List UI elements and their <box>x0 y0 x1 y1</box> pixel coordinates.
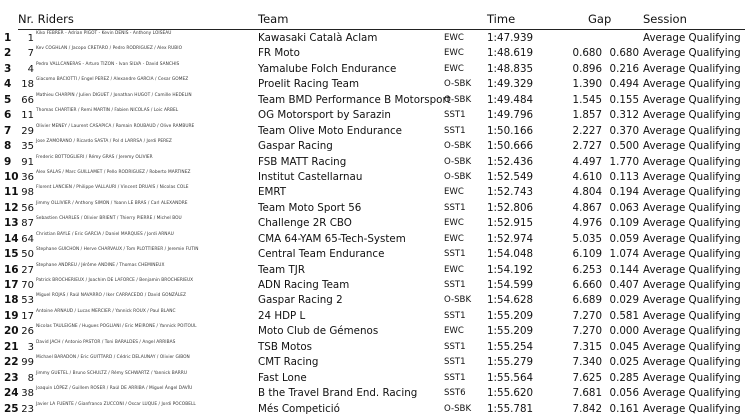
cell-riders: Jimmy GUETEL / Bruno SCHULTZ / Rémy SCHWARTZ / Yannick BARRU <box>36 370 188 376</box>
table-row <box>0 402 745 417</box>
cell-lap-time: 1:54.599 <box>487 279 534 291</box>
table-row <box>0 216 745 231</box>
cell-gap-first: 6.660 <box>572 279 602 291</box>
cell-class: EWC <box>444 264 464 275</box>
cell-team-name: B the Travel Brand End. Racing <box>258 387 418 400</box>
cell-bike-number: 56 <box>21 202 34 214</box>
cell-bike-number: 17 <box>21 310 34 322</box>
cell-gap-first: 6.253 <box>572 263 602 276</box>
cell-gap-first: 7.270 <box>572 325 602 338</box>
cell-position: 21 <box>4 340 19 353</box>
cell-team-name: Gaspar Racing 2 <box>258 294 343 307</box>
cell-gap-previous: 0.581 <box>609 309 639 322</box>
table-row <box>0 324 745 339</box>
table-row <box>0 124 745 139</box>
cell-lap-time: 1:54.628 <box>487 294 534 307</box>
cell-bike-number: 35 <box>21 141 34 153</box>
cell-gap-previous: 0.056 <box>609 387 639 400</box>
cell-lap-time: 1:54.192 <box>487 263 534 276</box>
cell-session: Average Qualifying <box>643 309 741 322</box>
cell-session: Average Qualifying <box>643 47 741 60</box>
cell-team-name: EMRT <box>258 186 287 199</box>
cell-class: O-SBK <box>444 295 472 306</box>
cell-session: Average Qualifying <box>643 371 741 384</box>
cell-gap-previous: 0.109 <box>609 217 639 230</box>
cell-session: Average Qualifying <box>643 279 741 291</box>
cell-riders: Florent LANCIEN / Philippe VALLAURI / Vincent DRUAIS / Nicolas COLE <box>36 185 189 191</box>
cell-lap-time: 1:49.329 <box>487 78 534 91</box>
cell-session: Average Qualifying <box>643 402 741 415</box>
cell-lap-time: 1:52.549 <box>487 170 534 183</box>
cell-team-name: Team BMD Performance B Motorsport <box>258 93 451 106</box>
cell-gap-previous: 0.370 <box>609 124 639 137</box>
cell-bike-number: 11 <box>21 110 34 122</box>
cell-gap-first: 4.497 <box>572 155 602 168</box>
cell-team-name: CMA 64-YAM 65-Tech-System <box>258 232 406 245</box>
cell-lap-time: 1:52.974 <box>487 232 534 245</box>
cell-gap-previous: 0.216 <box>609 62 639 75</box>
cell-gap-first: 6.689 <box>572 294 602 307</box>
cell-bike-number: 50 <box>21 249 34 261</box>
cell-bike-number: 1 <box>27 33 34 44</box>
cell-lap-time: 1:50.666 <box>487 140 534 153</box>
cell-session: Average Qualifying <box>643 62 741 75</box>
cell-class: EWC <box>444 326 464 337</box>
cell-gap-first: 7.842 <box>572 402 602 415</box>
cell-bike-number: 70 <box>21 280 34 291</box>
cell-session: Average Qualifying <box>643 325 741 338</box>
table-row <box>0 263 745 278</box>
cell-lap-time: 1:52.743 <box>487 186 534 199</box>
cell-riders: Stephane ANDREU / Jérôme ANDINE / Thomas CHEMINEUX <box>36 262 165 268</box>
cell-riders: Nicolas TAULEIGNE / Hugues POGLIANI / Eric MEIRONE / Yannick POITOUL <box>36 324 197 330</box>
cell-class: EWC <box>444 33 464 43</box>
cell-team-name: Proelit Racing Team <box>258 78 360 91</box>
header-gap: Gap <box>588 12 612 26</box>
cell-position: 16 <box>4 263 19 276</box>
cell-riders: Jose ZAMORANO / Ricardo SASTA / Pol d LARRSA / Jordi PEREZ <box>36 139 172 145</box>
cell-gap-previous: 0.680 <box>609 47 639 60</box>
cell-gap-previous: 0.045 <box>609 340 639 353</box>
table-row <box>0 355 745 370</box>
cell-gap-first: 4.976 <box>572 217 602 230</box>
cell-session: Average Qualifying <box>643 248 741 261</box>
cell-gap-previous: 0.407 <box>609 279 639 291</box>
cell-riders: Patrick BROCHERIEUX / Joachim DE LAFORCE / Benjamin BROCHERIEUX <box>36 278 194 283</box>
cell-gap-previous: 0.494 <box>609 78 639 91</box>
cell-class: SST1 <box>444 357 466 368</box>
cell-bike-number: 53 <box>21 295 34 307</box>
cell-lap-time: 1:55.279 <box>487 356 534 369</box>
header-nr-riders: Nr. Riders <box>18 12 74 26</box>
header-rule <box>18 29 745 30</box>
cell-bike-number: 27 <box>21 264 34 276</box>
cell-gap-first: 2.227 <box>572 124 602 137</box>
cell-class: SST1 <box>444 280 466 290</box>
cell-gap-first: 0.680 <box>572 47 602 60</box>
cell-riders: Joaquin LÓPEZ / Guillem ROSER / Raúl DE ARRIBA / Miguel Ángel DAVÍU <box>36 386 193 392</box>
cell-session: Average Qualifying <box>643 155 741 168</box>
cell-gap-previous: 0.059 <box>609 232 639 245</box>
cell-team-name: Challenge 2R CBO <box>258 217 352 230</box>
cell-lap-time: 1:55.254 <box>487 340 534 353</box>
cell-gap-first: 1.545 <box>572 93 602 106</box>
cell-team-name: 24 HDP L <box>258 309 306 322</box>
cell-position: 22 <box>4 356 19 369</box>
cell-bike-number: 36 <box>21 171 34 183</box>
cell-session: Average Qualifying <box>643 387 741 400</box>
cell-class: SST1 <box>444 125 466 136</box>
cell-riders: Stephane GUICHON / Herve CHARVAUX / Tom PLOTTIERER / Jeremie FUTIN <box>36 247 199 253</box>
cell-gap-first: 1.857 <box>572 109 602 122</box>
cell-gap-first: 7.681 <box>572 387 602 400</box>
cell-gap-first: 5.035 <box>572 232 602 245</box>
cell-team-name: Fast Lone <box>258 371 307 384</box>
cell-riders: Giacomo BACIOTTI / Engel PEREZ / Alexandre GARCIA / Cesar GOMEZ <box>36 77 189 83</box>
cell-riders: Thomas CHARTIER / Remi MARTIN / Fabien NICOLAS / Loic ARBEL <box>36 108 179 114</box>
cell-position: 9 <box>4 155 12 168</box>
cell-lap-time: 1:55.209 <box>487 325 534 338</box>
table-row <box>0 309 745 324</box>
cell-session: Average Qualifying <box>643 201 741 214</box>
cell-team-name: TSB Motos <box>258 340 313 353</box>
cell-class: O-SBK <box>444 156 472 167</box>
cell-position: 11 <box>4 186 19 199</box>
header-session: Session <box>643 12 687 26</box>
table-row <box>0 232 745 247</box>
cell-class: SST1 <box>444 310 466 321</box>
cell-lap-time: 1:48.619 <box>487 47 534 60</box>
table-row <box>0 108 745 123</box>
cell-gap-first: 7.315 <box>572 340 602 353</box>
cell-class: EWC <box>444 48 464 59</box>
cell-gap-previous: 0.161 <box>609 402 639 415</box>
cell-position: 14 <box>4 232 19 245</box>
cell-position: 5 <box>4 93 12 106</box>
cell-team-name: Team Moto Sport 56 <box>258 201 362 214</box>
cell-session: Average Qualifying <box>643 340 741 353</box>
cell-riders: Jimmy OLLIVIER / Anthony SIMON / Yoann LE BRAS / Carl ALEXANDRE <box>36 200 188 206</box>
table-row <box>0 185 745 200</box>
cell-lap-time: 1:55.209 <box>487 309 534 322</box>
cell-gap-previous: 0.194 <box>609 186 639 199</box>
table-row <box>0 139 745 154</box>
cell-bike-number: 8 <box>27 372 34 384</box>
cell-team-name: CMT Racing <box>258 356 319 369</box>
cell-bike-number: 23 <box>21 403 34 415</box>
cell-lap-time: 1:55.781 <box>487 402 534 415</box>
cell-team-name: FSB MATT Racing <box>258 155 347 168</box>
cell-bike-number: 64 <box>21 233 34 245</box>
cell-bike-number: 98 <box>21 187 34 199</box>
cell-gap-previous: 0.029 <box>609 294 639 307</box>
cell-gap-previous: 0.063 <box>609 201 639 214</box>
table-row <box>0 201 745 216</box>
cell-team-name: Moto Club de Gémenos <box>258 325 379 338</box>
cell-class: O-SBK <box>444 171 472 182</box>
cell-position: 25 <box>4 402 19 415</box>
cell-gap-first: 4.804 <box>572 186 602 199</box>
cell-riders: Kiko FEBRER - Adrian PIGOT - Kevin DENIS - Anthony LOISEAU <box>36 31 172 36</box>
results-table <box>0 31 745 417</box>
cell-position: 13 <box>4 217 19 230</box>
cell-session: Average Qualifying <box>643 356 741 369</box>
cell-gap-previous: 0.155 <box>609 93 639 106</box>
cell-bike-number: 99 <box>21 357 34 369</box>
cell-team-name: Gaspar Racing <box>258 140 333 153</box>
cell-bike-number: 91 <box>21 156 34 168</box>
cell-position: 4 <box>4 78 12 91</box>
cell-lap-time: 1:48.835 <box>487 62 534 75</box>
cell-gap-previous: 0.285 <box>609 371 639 384</box>
table-row <box>0 247 745 262</box>
cell-class: O-SBK <box>444 79 472 90</box>
cell-gap-previous: 0.144 <box>609 263 639 276</box>
cell-position: 19 <box>4 309 19 322</box>
table-row <box>0 62 745 77</box>
cell-bike-number: 26 <box>21 326 34 338</box>
cell-riders: Miguel ROJAS / Raúl NAVARRO / Iker CARRACEDO / David GONZÁLEZ <box>36 293 187 299</box>
cell-position: 2 <box>4 47 12 60</box>
cell-lap-time: 1:47.939 <box>487 32 534 44</box>
cell-bike-number: 66 <box>21 94 34 106</box>
cell-bike-number: 38 <box>21 388 34 400</box>
cell-class: EWC <box>444 218 464 229</box>
cell-class: SST1 <box>444 372 466 383</box>
cell-riders: Michael BARADON / Eric GUITTARD / Cédric DELAUNAY / Olivier GIBON <box>36 355 190 361</box>
cell-position: 6 <box>4 109 12 122</box>
table-row <box>0 155 745 170</box>
table-row <box>0 386 745 401</box>
cell-gap-previous: 0.025 <box>609 356 639 369</box>
cell-position: 12 <box>4 201 19 214</box>
cell-gap-first: 7.270 <box>572 309 602 322</box>
cell-riders: Kev COGHLAN / Jacopo CRETARO / Pedro RODRIGUEZ / Alex RUBIO <box>36 46 183 52</box>
cell-gap-first: 4.610 <box>572 170 602 183</box>
cell-bike-number: 4 <box>27 63 34 75</box>
cell-bike-number: 18 <box>21 79 34 91</box>
cell-bike-number: 3 <box>27 341 34 353</box>
cell-session: Average Qualifying <box>643 186 741 199</box>
cell-riders: Pedro VALLCANERAS - Arturo TIZON - Ivan SILVA - David SANCHIS <box>36 61 180 67</box>
cell-lap-time: 1:50.166 <box>487 124 534 137</box>
cell-class: EWC <box>444 233 464 244</box>
cell-class: SST1 <box>444 202 466 213</box>
cell-position: 23 <box>4 371 19 384</box>
cell-lap-time: 1:52.806 <box>487 201 534 214</box>
table-row <box>0 278 745 293</box>
cell-team-name: Kawasaki Català Aclam <box>258 32 378 44</box>
cell-gap-previous: 1.074 <box>609 248 639 261</box>
cell-session: Average Qualifying <box>643 78 741 91</box>
cell-session: Average Qualifying <box>643 170 741 183</box>
cell-position: 24 <box>4 387 19 400</box>
table-row <box>0 31 745 46</box>
cell-riders: Sebastien CHARLES / Olivier BRIENT / Thierry PIERRE / Michel BOU <box>36 216 182 222</box>
cell-team-name: Més Competició <box>258 402 340 415</box>
cell-team-name: FR Moto <box>258 47 300 60</box>
cell-session: Average Qualifying <box>643 263 741 276</box>
cell-gap-first: 7.625 <box>572 371 602 384</box>
cell-riders: Antoine ARNAUD / Lucas MERCIER / Yannick ROUX / Paul BLANC <box>36 308 176 314</box>
cell-lap-time: 1:52.915 <box>487 217 534 230</box>
header-team: Team <box>258 12 289 26</box>
cell-gap-first: 6.109 <box>572 248 602 261</box>
cell-position: 18 <box>4 294 19 307</box>
cell-riders: David JACH / Antonio PASTOR / Toni BARALDES / Angel ARRIBAS <box>36 339 176 345</box>
cell-gap-first: 4.867 <box>572 201 602 214</box>
cell-position: 15 <box>4 248 19 261</box>
cell-gap-first: 2.727 <box>572 140 602 153</box>
cell-class: SST6 <box>444 388 466 399</box>
cell-team-name: Central Team Endurance <box>258 248 385 261</box>
cell-position: 7 <box>4 124 12 137</box>
cell-team-name: ADN Racing Team <box>258 279 350 291</box>
cell-riders: Alex SALAS / Marc GUILLAMET / Pello RODRIGUEZ / Roberto MARTINEZ <box>36 169 191 175</box>
table-row <box>0 371 745 386</box>
cell-position: 3 <box>4 62 12 75</box>
cell-class: EWC <box>444 187 464 198</box>
cell-position: 17 <box>4 279 19 291</box>
cell-gap-first: 7.340 <box>572 356 602 369</box>
cell-bike-number: 7 <box>27 48 34 60</box>
cell-class: O-SBK <box>444 141 472 152</box>
cell-class: EWC <box>444 63 464 74</box>
cell-riders: Mathieu CHARPIN / Julien DIGUET / Jonathan HUGOT / Camille HEDELIN <box>36 92 192 98</box>
cell-team-name: OG Motorsport by Sarazin <box>258 109 391 122</box>
cell-gap-previous: 0.000 <box>609 325 639 338</box>
cell-team-name: Team Olive Moto Endurance <box>258 124 402 137</box>
cell-session: Average Qualifying <box>643 217 741 230</box>
cell-class: SST1 <box>444 110 466 121</box>
table-row <box>0 77 745 92</box>
table-row <box>0 46 745 61</box>
cell-session: Average Qualifying <box>643 294 741 307</box>
cell-gap-previous: 0.113 <box>609 170 639 183</box>
cell-riders: Frederic BOTTOGLIERI / Rémy GRAS / Jeremy OLIVIER <box>36 154 153 160</box>
cell-position: 20 <box>4 325 19 338</box>
cell-gap-previous: 0.312 <box>609 109 639 122</box>
cell-session: Average Qualifying <box>643 140 741 153</box>
table-row <box>0 170 745 185</box>
table-row <box>0 93 745 108</box>
cell-gap-previous: 1.770 <box>609 155 639 168</box>
table-row <box>0 293 745 308</box>
cell-bike-number: 29 <box>21 125 34 137</box>
cell-riders: Javier LA FUENTE / Gianfranco ZUCCONI / Oscar LUQUE / Jordi POCOBELL <box>36 401 196 407</box>
cell-riders: Christian BAYLE / Eric GARCIA / Daniel MARQUES / Jordi ARNAU <box>36 231 174 237</box>
cell-gap-first: 1.390 <box>572 78 602 91</box>
cell-lap-time: 1:55.564 <box>487 371 534 384</box>
cell-lap-time: 1:54.048 <box>487 248 534 261</box>
cell-team-name: Institut Castellarnau <box>258 170 363 183</box>
cell-bike-number: 87 <box>21 218 34 230</box>
cell-riders: Olivier MENEY / Laurent CASAPICA / Romain ROUBAUD / Olive RAMBURE <box>36 123 195 129</box>
cell-lap-time: 1:55.620 <box>487 387 534 400</box>
cell-session: Average Qualifying <box>643 109 741 122</box>
cell-session: Average Qualifying <box>643 32 741 44</box>
table-header <box>0 0 745 30</box>
cell-team-name: Team TJR <box>258 263 305 276</box>
cell-team-name: Yamalube Folch Endurance <box>258 62 397 75</box>
cell-lap-time: 1:49.484 <box>487 93 534 106</box>
cell-lap-time: 1:52.436 <box>487 155 534 168</box>
cell-position: 10 <box>4 170 19 183</box>
cell-gap-first: 0.896 <box>572 62 602 75</box>
cell-session: Average Qualifying <box>643 232 741 245</box>
cell-session: Average Qualifying <box>643 93 741 106</box>
cell-position: 8 <box>4 140 12 153</box>
cell-session: Average Qualifying <box>643 124 741 137</box>
cell-class: SST1 <box>444 249 466 260</box>
cell-class: SST1 <box>444 341 466 352</box>
cell-gap-previous: 0.500 <box>609 140 639 153</box>
cell-class: O-SBK <box>444 94 472 105</box>
cell-class: O-SBK <box>444 403 472 414</box>
cell-lap-time: 1:49.796 <box>487 109 534 122</box>
table-row <box>0 340 745 355</box>
cell-position: 1 <box>4 32 12 44</box>
header-time: Time <box>487 12 516 26</box>
